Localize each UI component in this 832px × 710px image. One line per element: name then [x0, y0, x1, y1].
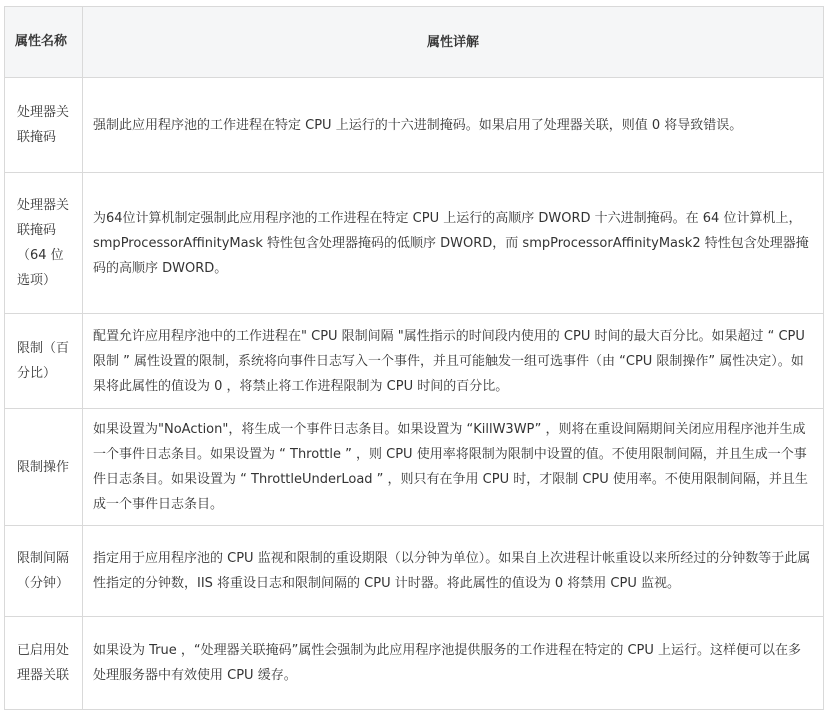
property-name: 已启用处理器关联 — [5, 617, 83, 710]
table-row — [5, 526, 824, 617]
table-row — [5, 78, 824, 173]
header-property-name: 属性名称 — [5, 7, 83, 78]
property-description: 强制此应用程序池的工作进程在特定 CPU 上运行的十六进制掩码。如果启用了处理器关联，则值 0 将导致错误。 — [83, 78, 824, 173]
property-name: 限制间隔（分钟） — [5, 526, 83, 617]
property-name: 处理器关联掩码 — [5, 78, 83, 173]
table-row — [5, 409, 824, 526]
property-name: 处理器关联掩码（64 位选项） — [5, 173, 83, 314]
property-description: 为64位计算机制定强制此应用程序池的工作进程在特定 CPU 上运行的高顺序 DWORD 十六进制掩码。在 64 位计算机上，smpProcessorAffinityMask 特性包含处理器掩码的低顺序 DWORD，而 smpProcessorAffinityMask2 特性包含处理器掩码的高顺序 DWORD。 — [83, 173, 824, 314]
table-row — [5, 617, 824, 710]
property-description: 如果设为 True ，“处理器关联掩码”属性会强制为此应用程序池提供服务的工作进程在特定的 CPU 上运行。这样便可以在多处理服务器中有效使用 CPU 缓存。 — [83, 617, 824, 710]
property-table — [4, 6, 824, 710]
table-header-row — [5, 7, 824, 78]
property-description: 配置允许应用程序池中的工作进程在" CPU 限制间隔 "属性指示的时间段内使用的 CPU 时间的最大百分比。如果超过 “ CPU 限制 ” 属性设置的限制，系统将向事件日志写入一个事件，并且可能触发一组可选事件（由 “CPU 限制操作” 属性决定）。如果将此属性的值设为 0 ，将禁止将工作进程限制为 CPU 时间的百分比。 — [83, 314, 824, 409]
header-property-detail: 属性详解 — [83, 7, 824, 78]
table-row — [5, 173, 824, 314]
table-row — [5, 314, 824, 409]
property-description: 如果设置为"NoAction"，将生成一个事件日志条目。如果设置为 “KillW3WP” ，则将在重设间隔期间关闭应用程序池并生成一个事件日志条目。如果设置为 “ Throttle ” ，则 CPU 使用率将限制为限制中设置的值。不使用限制间隔，并且生成一个事件日志条目。如果设置为 “ ThrottleUnderLoad ” ，则只有在争用 CPU 时，才限制 CPU 使用率。不使用限制间隔，并且生成一个事件日志条目。 — [83, 409, 824, 526]
property-description: 指定用于应用程序池的 CPU 监视和限制的重设期限（以分钟为单位）。如果自上次进程计帐重设以来所经过的分钟数等于此属性指定的分钟数，IIS 将重设日志和限制间隔的 CPU 计时器。将此属性的值设为 0 将禁用 CPU 监视。 — [83, 526, 824, 617]
property-name: 限制（百分比） — [5, 314, 83, 409]
property-name: 限制操作 — [5, 409, 83, 526]
